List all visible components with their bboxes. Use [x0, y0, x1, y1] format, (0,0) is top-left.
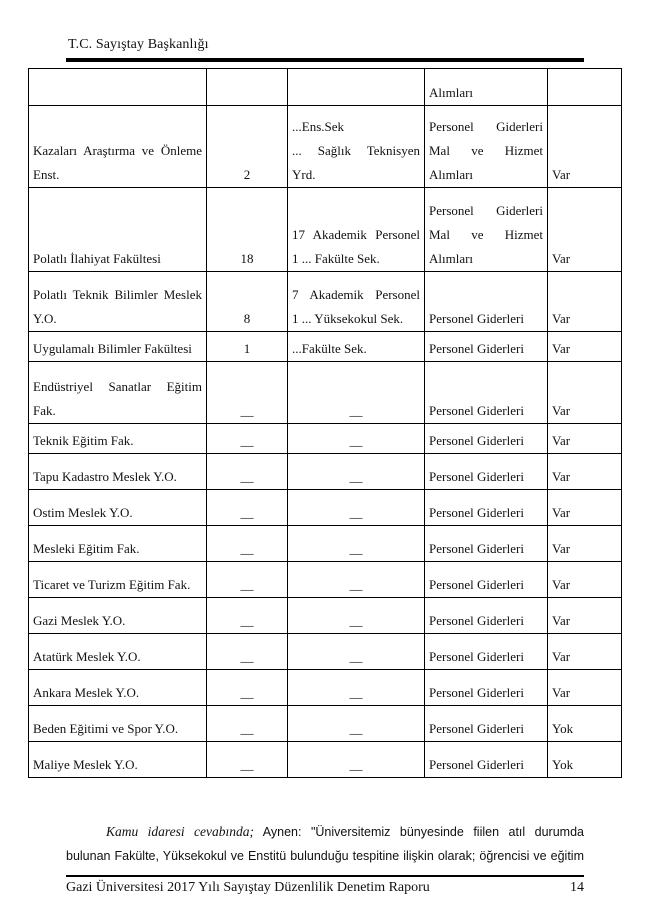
cell-staff-text: __ — [349, 721, 363, 736]
table-row — [29, 598, 622, 634]
cell-line — [429, 115, 543, 139]
cell-status — [548, 106, 622, 188]
page-number: 14 — [570, 880, 584, 895]
response-lead: Kamu idaresi cevabında; — [106, 824, 254, 839]
cell-line — [292, 247, 420, 271]
cell-count-text: __ — [240, 685, 254, 700]
cell-staff-text: __ — [349, 649, 363, 664]
cell-count — [207, 526, 288, 562]
cell-line — [429, 139, 543, 163]
cell-staff — [288, 634, 425, 670]
table-row — [29, 424, 622, 454]
cell-unit — [29, 634, 207, 670]
cell-status-text: Var — [552, 613, 571, 628]
response-text-1: Aynen: "Üniversitemiz bünyesinde fiilen atıl durumda — [254, 825, 584, 839]
cell-count — [207, 562, 288, 598]
cell-expense-text: Alımları — [429, 85, 474, 100]
cell-expense-text: Personel Giderleri — [429, 119, 543, 134]
cell-count — [207, 706, 288, 742]
cell-expense — [425, 490, 548, 526]
cell-count-text: __ — [240, 505, 254, 520]
cell-expense-text: Personel Giderleri — [429, 341, 524, 356]
cell-staff — [288, 188, 425, 272]
cell-count — [207, 598, 288, 634]
cell-expense-text: Alımları — [429, 167, 474, 182]
cell-count — [207, 272, 288, 332]
cell-staff-text: 1 ... Fakülte Sek. — [292, 251, 380, 266]
cell-staff — [288, 424, 425, 454]
cell-status-text: Var — [552, 469, 571, 484]
cell-count-text: __ — [240, 541, 254, 556]
cell-line — [33, 307, 202, 331]
cell-expense — [425, 454, 548, 490]
cell-count — [207, 454, 288, 490]
cell-expense — [425, 188, 548, 272]
cell-expense-text: Mal ve Hizmet — [429, 227, 543, 242]
cell-status — [548, 742, 622, 778]
cell-status — [548, 634, 622, 670]
cell-status — [548, 362, 622, 424]
cell-count-text: __ — [240, 613, 254, 628]
cell-status — [548, 424, 622, 454]
cell-staff — [288, 454, 425, 490]
cell-status — [548, 526, 622, 562]
cell-expense-text: Personel Giderleri — [429, 505, 524, 520]
cell-line — [429, 223, 543, 247]
cell-line — [429, 163, 543, 187]
cell-unit — [29, 490, 207, 526]
cell-count-text: __ — [240, 469, 254, 484]
cell-expense-text: Personel Giderleri — [429, 649, 524, 664]
response-paragraph-line-2: bulunan Fakülte, Yüksekokul ve Enstitü bulunduğu tespitine ilişkin olarak; öğrencisi ve eğitim — [66, 849, 584, 863]
units-table-body — [29, 69, 622, 778]
table-row — [29, 706, 622, 742]
cell-staff — [288, 362, 425, 424]
cell-status — [548, 490, 622, 526]
table-row — [29, 454, 622, 490]
table-row — [29, 106, 622, 188]
cell-expense-text: Personel Giderleri — [429, 433, 524, 448]
cell-unit — [29, 362, 207, 424]
cell-count-text: __ — [240, 649, 254, 664]
cell-unit-text: Polatlı Teknik Bilimler Meslek — [33, 287, 202, 302]
table-row — [29, 69, 622, 106]
cell-count — [207, 424, 288, 454]
cell-expense — [425, 670, 548, 706]
cell-status — [548, 188, 622, 272]
cell-unit — [29, 424, 207, 454]
cell-unit-text: Gazi Meslek Y.O. — [33, 613, 126, 628]
cell-unit — [29, 106, 207, 188]
cell-unit-text: Tapu Kadastro Meslek Y.O. — [33, 469, 177, 484]
cell-unit-text: Maliye Meslek Y.O. — [33, 757, 138, 772]
cell-count — [207, 742, 288, 778]
cell-expense-text: Mal ve Hizmet — [429, 143, 543, 158]
cell-status-text: Yok — [552, 757, 574, 772]
cell-count-text: 8 — [243, 311, 251, 326]
footer-title: Gazi Üniversitesi 2017 Yılı Sayıştay Düzenlilik Denetim Raporu — [66, 880, 430, 895]
cell-expense-text: Personel Giderleri — [429, 203, 543, 218]
response-paragraph-line-1 — [66, 820, 584, 844]
cell-staff — [288, 670, 425, 706]
cell-staff-text: ... Sağlık Teknisyen — [292, 143, 420, 158]
cell-unit — [29, 272, 207, 332]
cell-expense-text: Personel Giderleri — [429, 613, 524, 628]
cell-expense — [425, 272, 548, 332]
cell-expense — [425, 634, 548, 670]
cell-unit-text: Enst. — [33, 167, 60, 182]
table-row — [29, 490, 622, 526]
cell-status — [548, 272, 622, 332]
cell-status-text: Var — [552, 403, 571, 418]
cell-status-text: Yok — [552, 721, 574, 736]
cell-staff — [288, 598, 425, 634]
cell-count — [207, 106, 288, 188]
cell-staff-text: __ — [349, 685, 363, 700]
cell-staff-text: __ — [349, 403, 363, 418]
cell-unit — [29, 526, 207, 562]
cell-line — [292, 307, 420, 331]
cell-status — [548, 454, 622, 490]
cell-line — [33, 283, 202, 307]
cell-expense — [425, 362, 548, 424]
cell-expense-text: Alımları — [429, 251, 474, 266]
cell-staff-text: ...Ens.Sek — [292, 119, 344, 134]
cell-unit-text: Polatlı İlahiyat Fakültesi — [33, 251, 161, 266]
cell-staff — [288, 69, 425, 106]
table-row — [29, 742, 622, 778]
table-row — [29, 634, 622, 670]
cell-expense-text: Personel Giderleri — [429, 721, 524, 736]
cell-line — [33, 375, 202, 399]
cell-count-text: __ — [240, 757, 254, 772]
cell-expense — [425, 742, 548, 778]
cell-unit — [29, 332, 207, 362]
cell-unit — [29, 69, 207, 106]
cell-staff-text: __ — [349, 469, 363, 484]
cell-count-text: __ — [240, 721, 254, 736]
footer-rule — [66, 875, 584, 877]
table-row — [29, 562, 622, 598]
cell-count-text: 2 — [243, 167, 251, 182]
cell-count — [207, 670, 288, 706]
table-row — [29, 272, 622, 332]
cell-unit-text: Beden Eğitimi ve Spor Y.O. — [33, 721, 179, 736]
cell-staff-text: __ — [349, 757, 363, 772]
cell-unit — [29, 188, 207, 272]
cell-staff-text: __ — [349, 505, 363, 520]
cell-unit — [29, 706, 207, 742]
cell-status — [548, 562, 622, 598]
cell-count — [207, 69, 288, 106]
cell-expense — [425, 526, 548, 562]
cell-unit — [29, 742, 207, 778]
cell-unit-text: Ankara Meslek Y.O. — [33, 685, 140, 700]
cell-expense-text: Personel Giderleri — [429, 541, 524, 556]
cell-status-text: Var — [552, 685, 571, 700]
cell-expense-text: Personel Giderleri — [429, 577, 524, 592]
cell-status — [548, 598, 622, 634]
cell-unit-text: Ostim Meslek Y.O. — [33, 505, 133, 520]
cell-status-text: Var — [552, 311, 571, 326]
cell-expense-text: Personel Giderleri — [429, 311, 524, 326]
cell-staff-text: Yrd. — [292, 167, 316, 182]
cell-status-text: Var — [552, 251, 571, 266]
cell-staff-text: __ — [349, 541, 363, 556]
table-row — [29, 362, 622, 424]
table-row — [29, 526, 622, 562]
cell-expense — [425, 424, 548, 454]
cell-count — [207, 490, 288, 526]
cell-staff — [288, 706, 425, 742]
cell-line — [292, 115, 420, 139]
cell-staff — [288, 526, 425, 562]
cell-staff — [288, 272, 425, 332]
cell-count-text: __ — [240, 403, 254, 418]
cell-status-text: Var — [552, 577, 571, 592]
cell-line — [33, 139, 202, 163]
cell-count — [207, 362, 288, 424]
cell-status — [548, 670, 622, 706]
cell-staff — [288, 742, 425, 778]
cell-unit-text: Y.O. — [33, 311, 57, 326]
cell-expense — [425, 706, 548, 742]
cell-unit — [29, 598, 207, 634]
page-header-title: T.C. Sayıştay Başkanlığı — [68, 37, 209, 52]
cell-staff-text: __ — [349, 613, 363, 628]
cell-count-text: 18 — [240, 251, 254, 266]
cell-staff — [288, 106, 425, 188]
cell-staff-text: __ — [349, 577, 363, 592]
table-row — [29, 670, 622, 706]
cell-unit — [29, 670, 207, 706]
cell-count-text: __ — [240, 577, 254, 592]
cell-count-text: 1 — [243, 341, 251, 356]
cell-status-text: Var — [552, 433, 571, 448]
cell-line — [429, 199, 543, 223]
cell-unit-text: Kazaları Araştırma ve Önleme — [33, 143, 202, 158]
cell-unit-text: Mesleki Eğitim Fak. — [33, 541, 140, 556]
table-row — [29, 188, 622, 272]
cell-expense — [425, 598, 548, 634]
cell-staff — [288, 490, 425, 526]
cell-status-text: Var — [552, 649, 571, 664]
cell-expense-text: Personel Giderleri — [429, 757, 524, 772]
cell-status-text: Var — [552, 341, 571, 356]
cell-line — [33, 163, 202, 187]
cell-unit-text: Teknik Eğitim Fak. — [33, 433, 134, 448]
cell-staff-text: ...Fakülte Sek. — [292, 341, 367, 356]
cell-status — [548, 706, 622, 742]
cell-staff — [288, 562, 425, 598]
cell-count — [207, 332, 288, 362]
cell-staff-text: __ — [349, 433, 363, 448]
cell-line — [292, 139, 420, 163]
cell-line — [292, 163, 420, 187]
cell-expense-text: Personel Giderleri — [429, 469, 524, 484]
header-rule — [66, 58, 584, 62]
cell-count — [207, 634, 288, 670]
cell-expense — [425, 69, 548, 106]
units-table — [28, 68, 622, 778]
cell-count — [207, 188, 288, 272]
cell-unit — [29, 454, 207, 490]
cell-expense — [425, 106, 548, 188]
cell-status-text: Var — [552, 541, 571, 556]
cell-staff — [288, 332, 425, 362]
cell-status — [548, 332, 622, 362]
cell-status — [548, 69, 622, 106]
cell-expense-text: Personel Giderleri — [429, 403, 524, 418]
cell-line — [292, 283, 420, 307]
cell-line — [292, 223, 420, 247]
cell-unit-text: Fak. — [33, 403, 56, 418]
cell-unit — [29, 562, 207, 598]
cell-unit-text: Uygulamalı Bilimler Fakültesi — [33, 341, 192, 356]
cell-unit-text: Endüstriyel Sanatlar Eğitim — [33, 379, 202, 394]
cell-staff-text: 7 Akademik Personel — [292, 287, 420, 302]
cell-expense — [425, 562, 548, 598]
cell-staff-text: 1 ... Yüksekokul Sek. — [292, 311, 404, 326]
cell-line — [33, 399, 202, 423]
table-row — [29, 332, 622, 362]
cell-expense — [425, 332, 548, 362]
cell-status-text: Var — [552, 167, 571, 182]
cell-unit-text: Atatürk Meslek Y.O. — [33, 649, 141, 664]
cell-expense-text: Personel Giderleri — [429, 685, 524, 700]
cell-status-text: Var — [552, 505, 571, 520]
cell-count-text: __ — [240, 433, 254, 448]
cell-staff-text: 17 Akademik Personel — [292, 227, 420, 242]
cell-unit-text: Ticaret ve Turizm Eğitim Fak. — [33, 577, 191, 592]
cell-line — [429, 247, 543, 271]
